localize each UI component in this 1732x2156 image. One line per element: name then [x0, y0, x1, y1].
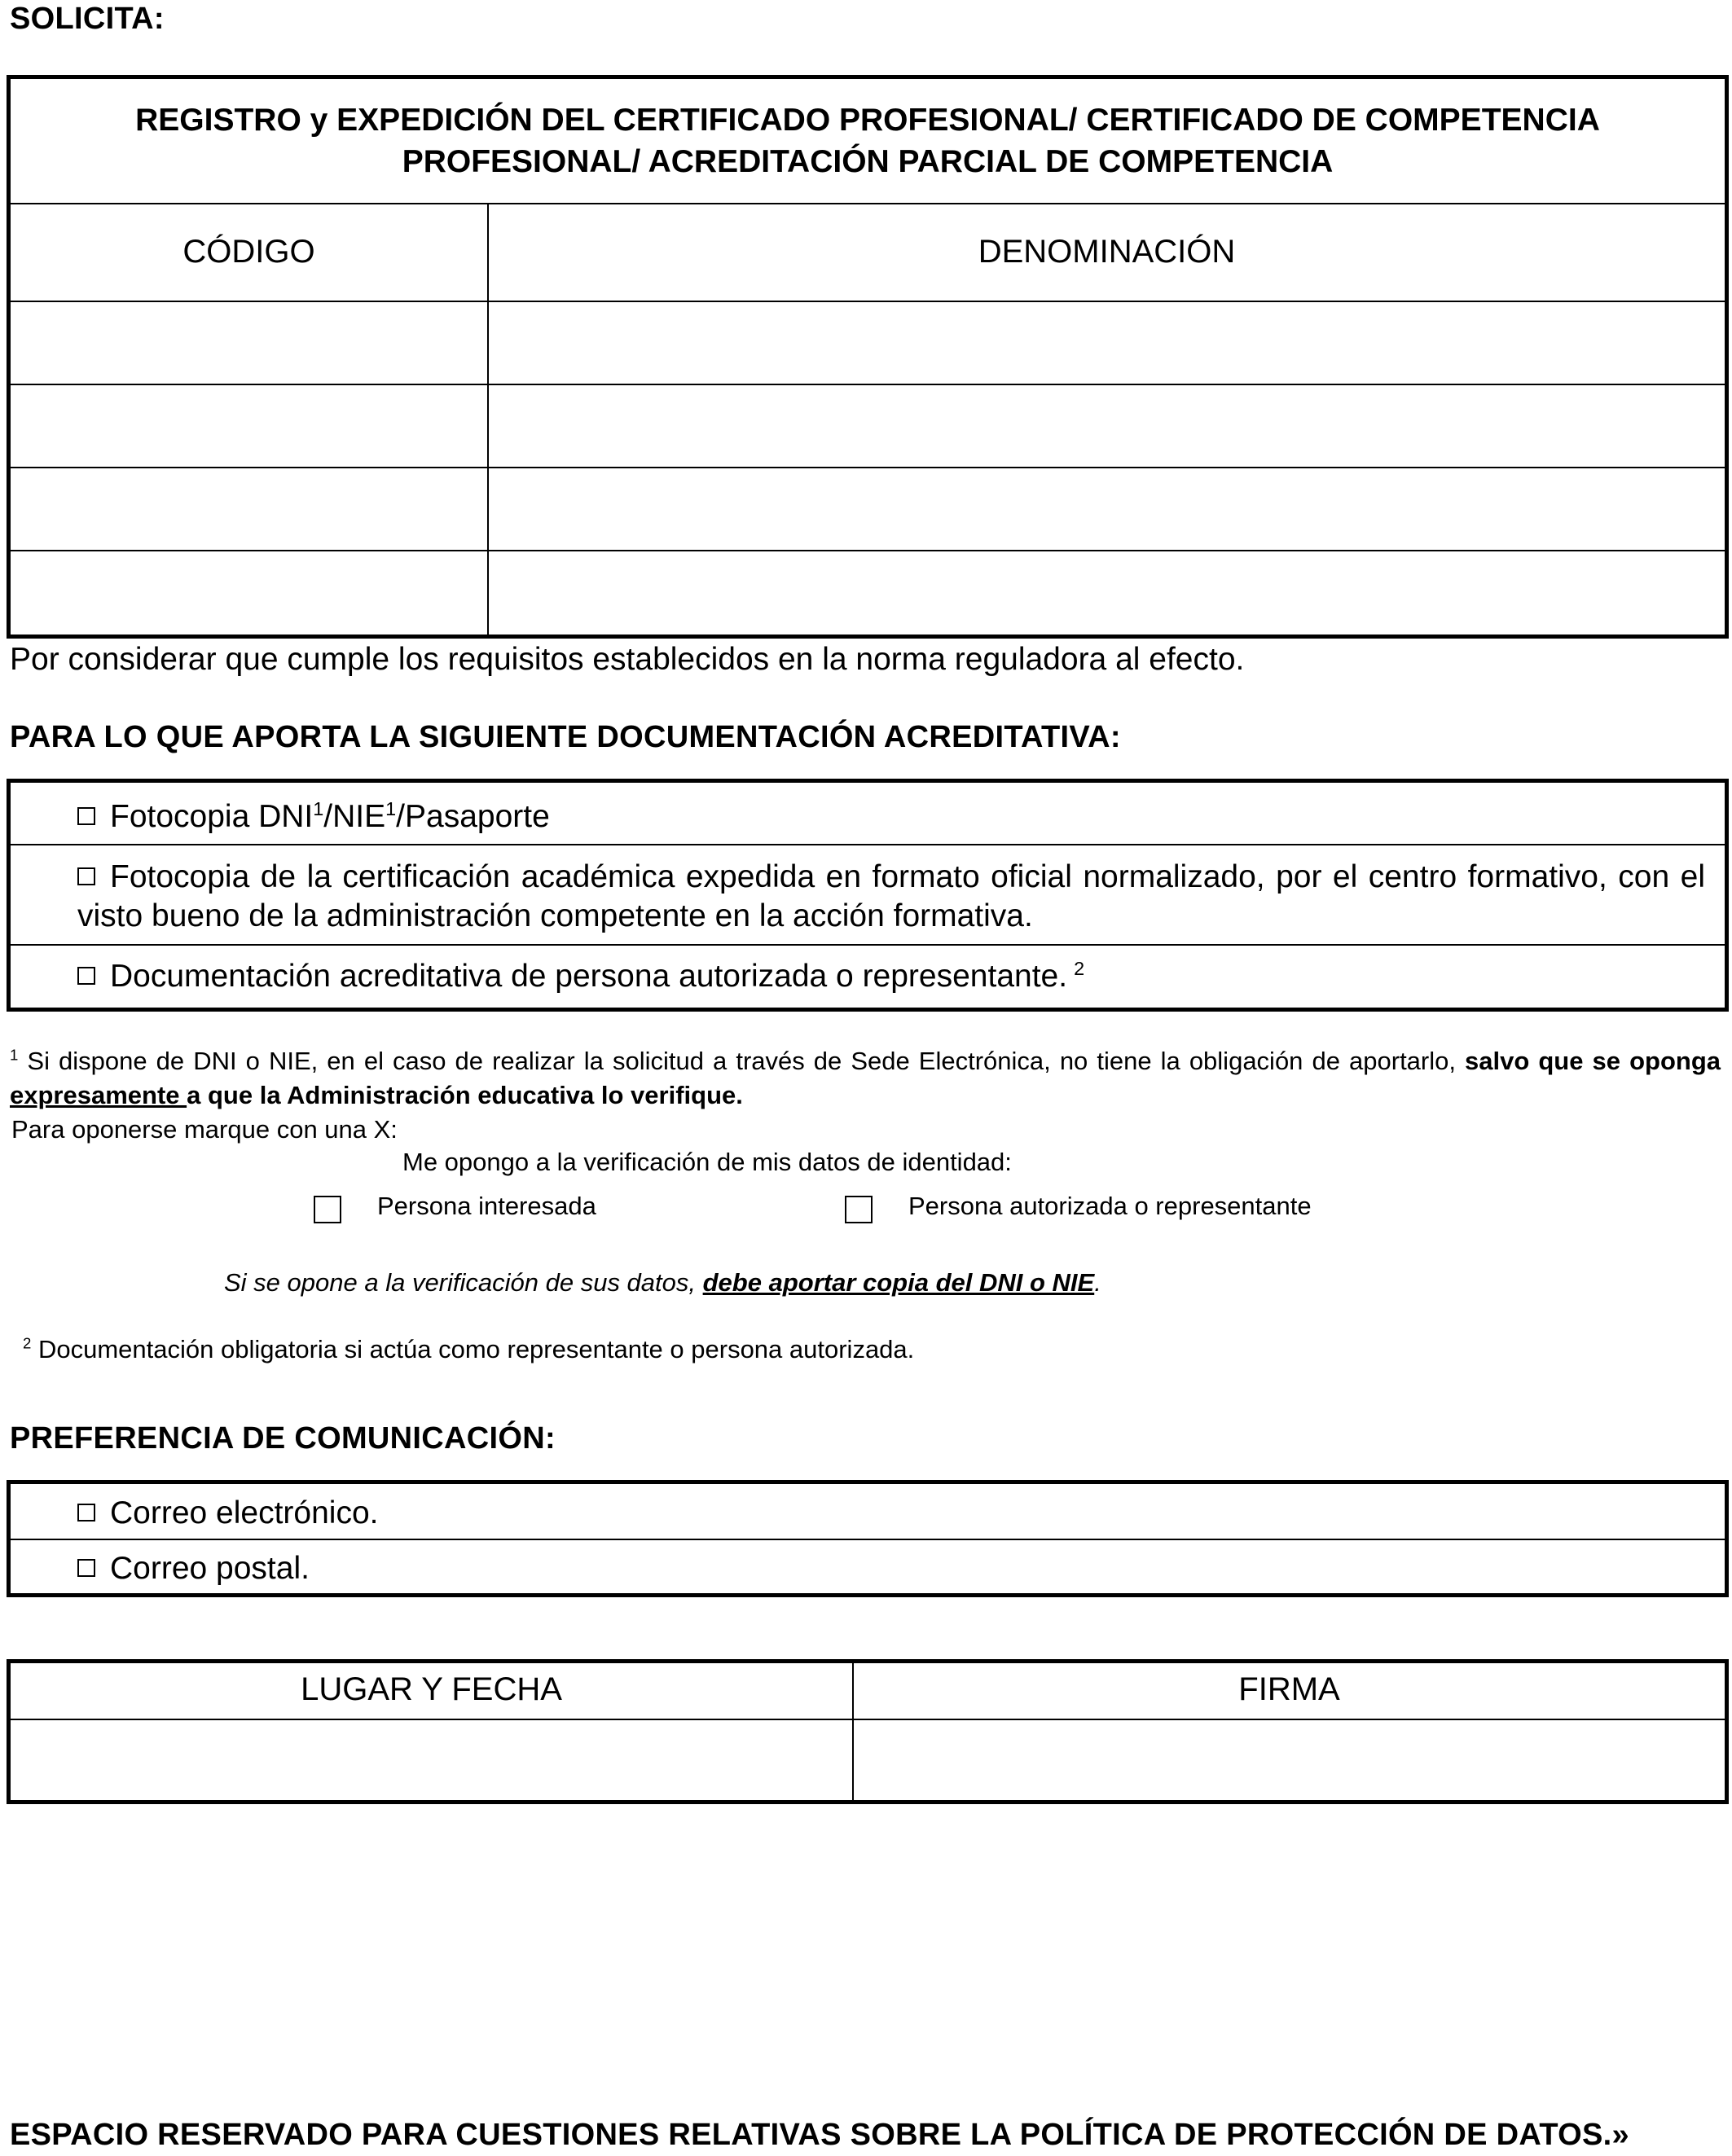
optout-label-representante: Persona autorizada o representante	[908, 1192, 1312, 1220]
checkbox-dni[interactable]	[77, 807, 95, 825]
comm-option-post: Correo postal.	[11, 1551, 1725, 1587]
communication-heading: PREFERENCIA DE COMUNICACIÓN:	[10, 1421, 556, 1456]
optout-instruction: Para oponerse marque con una X:	[11, 1115, 398, 1144]
request-table	[7, 75, 1729, 639]
codigo-field-2[interactable]	[11, 385, 487, 467]
codigo-field-1[interactable]	[11, 302, 487, 384]
doc-item-dni: Fotocopia DNI$^1$/NIE$^1$/Pasaporte	[11, 799, 1725, 835]
documentation-heading: PARA LO QUE APORTA LA SIGUIENTE DOCUMENTACIÓN ACREDITATIVA:	[10, 720, 1121, 754]
footnote-1: $^1$ Si dispone de DNI o NIE, en el caso de realizar la solicitud a través de Sede Electrónica, no tiene la obligación de aportarlo, salvo que se oponga expresamente a que la Administración educativa lo verifique.	[10, 1046, 1721, 1109]
solicita-heading: SOLICITA:	[10, 2, 165, 36]
label-lugar-fecha: LUGAR Y FECHA	[301, 1671, 562, 1707]
signature-field[interactable]	[854, 1720, 1725, 1800]
denominacion-field-3[interactable]	[489, 468, 1725, 550]
request-title	[11, 79, 1725, 203]
optout-checkbox-interesada[interactable]	[314, 1196, 341, 1223]
checkbox-representante[interactable]	[77, 967, 95, 985]
denominacion-field-4[interactable]	[489, 551, 1725, 635]
checkbox-email[interactable]	[77, 1504, 95, 1521]
optout-checkbox-representante[interactable]	[845, 1196, 873, 1223]
doc-item-representante: Documentación acreditativa de persona autorizada o representante. $^2$	[11, 959, 1725, 995]
signature-table	[7, 1659, 1729, 1804]
denominacion-field-1[interactable]	[489, 302, 1725, 384]
optout-warning: Si se opone a la verificación de sus datos, debe aportar copia del DNI o NIE.	[224, 1268, 1101, 1297]
codigo-field-4[interactable]	[11, 551, 487, 635]
footnote-2: $^2$ Documentación obligatoria si actúa como representante o persona autorizada.	[23, 1334, 915, 1363]
place-date-field[interactable]	[11, 1720, 852, 1800]
request-title-line2: PROFESIONAL/ ACREDITACIÓN PARCIAL DE COMPETENCIA	[402, 144, 1334, 179]
doc-item-certificacion: Fotocopia de la certificación académica expedida en formato oficial normalizado, por el centro formativo, con el visto bueno de la administración competente en la acción formativa.	[77, 859, 1705, 933]
label-firma: FIRMA	[1238, 1671, 1340, 1707]
request-title-line1: REGISTRO y EXPEDICIÓN DEL CERTIFICADO PROFESIONAL/ CERTIFICADO DE COMPETENCIA	[135, 103, 1600, 138]
checkbox-certificacion[interactable]	[77, 867, 95, 885]
column-header-denominacion: DENOMINACIÓN	[978, 234, 1236, 270]
denominacion-field-2[interactable]	[489, 385, 1725, 467]
data-protection-footer: ESPACIO RESERVADO PARA CUESTIONES RELATIVAS SOBRE LA POLÍTICA DE PROTECCIÓN DE DATOS.»	[10, 2118, 1629, 2152]
optout-heading: Me opongo a la verificación de mis datos de identidad:	[402, 1148, 1012, 1176]
optout-label-interesada: Persona interesada	[377, 1192, 596, 1220]
communication-table	[7, 1480, 1729, 1597]
checkbox-post[interactable]	[77, 1559, 95, 1577]
column-header-codigo: CÓDIGO	[182, 234, 315, 270]
codigo-field-3[interactable]	[11, 468, 487, 550]
comm-option-email: Correo electrónico.	[11, 1495, 1725, 1531]
documentation-table	[7, 779, 1729, 1012]
requirements-note: Por considerar que cumple los requisitos establecidos en la norma reguladora al efecto.	[10, 642, 1245, 677]
